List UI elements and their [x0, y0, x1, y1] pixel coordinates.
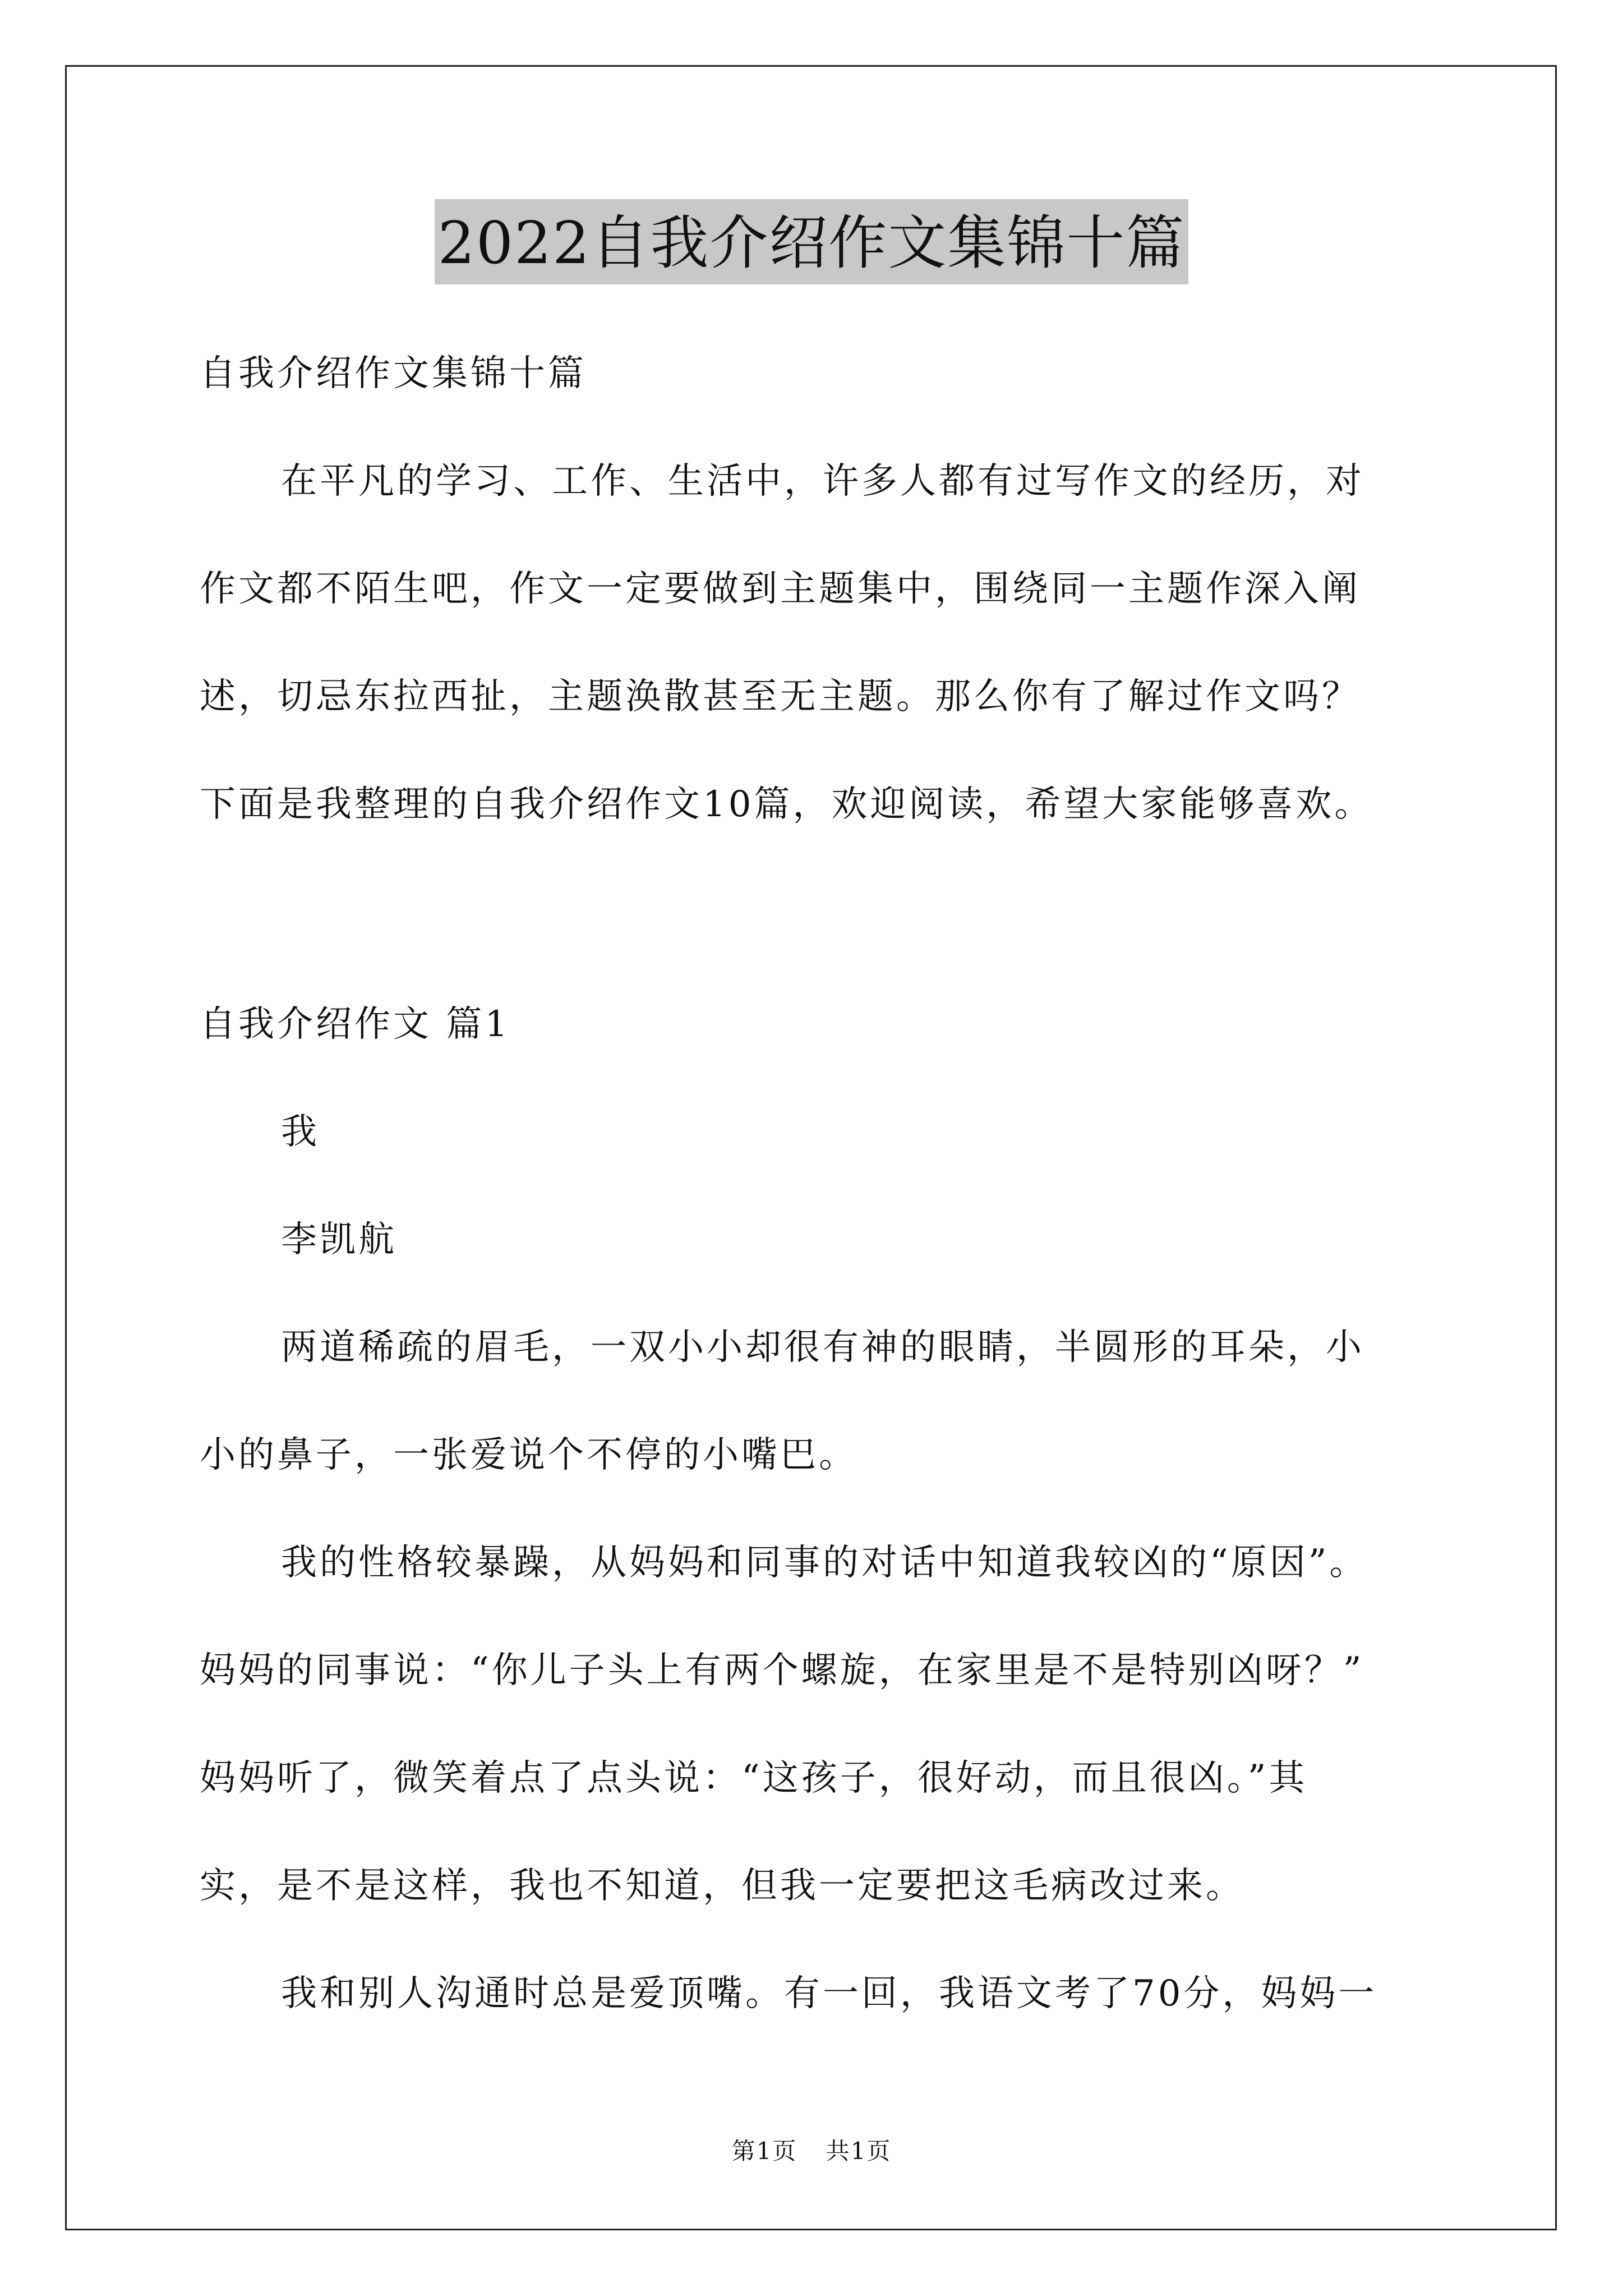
subtitle: 自我介绍作文集锦十篇 — [200, 353, 587, 394]
title-wrap — [0, 199, 1623, 284]
section-spacer — [200, 886, 1433, 999]
essay-author: 李凯航 — [281, 1219, 397, 1260]
page-number-current: 第1页 — [731, 2137, 797, 2165]
paragraph-line: 妈妈听了，微笑着点了点头说：“这孩子，很好动，而且很凶。”其 — [200, 1757, 1308, 1799]
intro-line: 述，切忌东拉西扯，主题涣散甚至无主题。那么你有了解过作文吗？ — [200, 676, 1361, 717]
paragraph-line: 我的性格较暴躁，从妈妈和同事的对话中知道我较凶的“原因”。 — [281, 1542, 1368, 1584]
essay-title: 我 — [281, 1111, 320, 1153]
paragraph-line: 我和别人沟通时总是爱顶嘴。有一回，我语文考了70分，妈妈一 — [281, 1973, 1377, 2014]
paragraph-line: 妈妈的同事说：“你儿子头上有两个螺旋，在家里是不是特别凶呀？” — [200, 1650, 1364, 1691]
paragraph-line: 两道稀疏的眉毛，一双小小却很有神的眼睛，半圆形的耳朵，小 — [281, 1327, 1364, 1368]
paragraph-line: 实，是不是这样，我也不知道，但我一定要把这毛病改过来。 — [200, 1865, 1244, 1907]
document-body — [200, 348, 1433, 2076]
section-heading: 自我介绍作文 篇1 — [200, 1004, 511, 1045]
intro-line: 作文都不陌生吧，作文一定要做到主题集中，围绕同一主题作深入阐 — [200, 568, 1361, 610]
document-title: 2022自我介绍作文集锦十篇 — [435, 199, 1189, 284]
intro-paragraph — [200, 455, 1433, 830]
page-footer — [0, 2134, 1623, 2168]
page-number-total: 共1页 — [826, 2137, 892, 2165]
intro-line: 在平凡的学习、工作、生活中，许多人都有过写作文的经历，对 — [281, 461, 1364, 502]
essay-paragraph — [200, 1968, 1433, 2019]
paragraph-line: 小的鼻子，一张爱说个不停的小嘴巴。 — [200, 1434, 857, 1476]
intro-line: 下面是我整理的自我介绍作文10篇，欢迎阅读，希望大家能够喜欢。 — [200, 784, 1373, 825]
essay-paragraph — [200, 1537, 1433, 1912]
essay-paragraph — [200, 1322, 1433, 1481]
